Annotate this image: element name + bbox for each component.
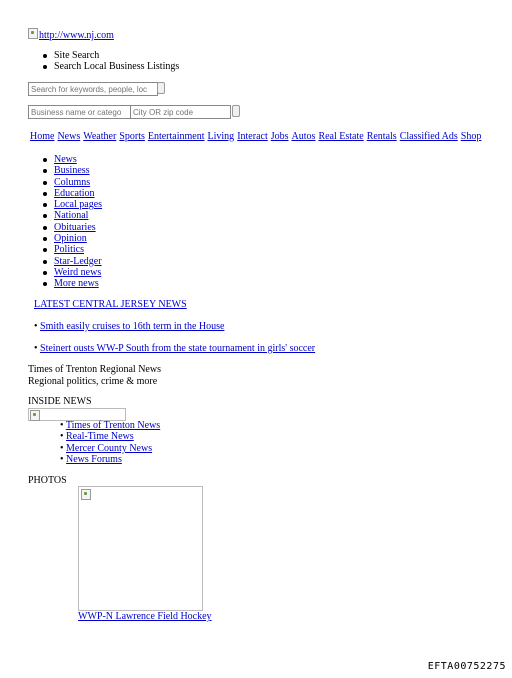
news-menu-item[interactable]: National — [54, 210, 89, 222]
latest-news-link[interactable]: Smith easily cruises to 16th term in the House — [40, 321, 225, 332]
bullet: • — [60, 453, 67, 465]
nav-shop[interactable]: Shop — [460, 131, 482, 142]
bullet: • — [34, 343, 41, 354]
news-menu-item[interactable]: More news — [54, 278, 99, 290]
latest-news-heading[interactable]: LATEST CENTRAL JERSEY NEWS — [34, 299, 187, 310]
photos-heading: PHOTOS — [28, 475, 67, 486]
city-zip-input[interactable] — [130, 105, 231, 119]
news-menu-item[interactable]: Obituaries — [54, 221, 96, 233]
latest-news-item — [34, 321, 224, 332]
photo-image[interactable] — [78, 486, 203, 611]
broken-image-icon — [28, 28, 38, 39]
latest-news-link[interactable]: Steinert ousts WW-P South from the state tournament in girls' soccer — [40, 343, 316, 354]
logo-alt-text: http://www.nj.com — [39, 30, 114, 41]
latest-news-item — [34, 343, 315, 354]
news-menu — [40, 154, 102, 290]
nav-autos[interactable]: Autos — [291, 131, 316, 142]
regional-title: Times of Trenton Regional News — [28, 364, 161, 375]
inside-news-links — [60, 420, 160, 465]
regional-subtitle: Regional politics, crime & more — [28, 375, 158, 387]
nav-jobs[interactable]: Jobs — [270, 131, 289, 142]
news-menu-item[interactable]: News — [54, 154, 77, 165]
news-menu-item[interactable]: Opinion — [54, 233, 87, 245]
inside-news-link[interactable]: Times of Trenton News — [65, 420, 161, 431]
regional-section — [28, 364, 161, 387]
bullet: • — [34, 321, 41, 332]
nav-home[interactable]: Home — [30, 131, 55, 142]
search-menu — [40, 50, 179, 73]
inside-news-link[interactable]: Real-Time News — [66, 431, 134, 443]
document-id: EFTA00752275 — [427, 661, 506, 672]
news-menu-item[interactable]: Local pages — [54, 199, 103, 211]
news-menu-item[interactable]: Star-Ledger — [54, 255, 102, 267]
bullet: • — [60, 442, 67, 454]
broken-image-icon — [30, 410, 40, 421]
inside-news-link[interactable]: Mercer County News — [66, 442, 153, 454]
search-menu-business-listings[interactable]: Search Local Business Listings — [40, 61, 179, 72]
news-menu-item[interactable]: Weird news — [54, 266, 102, 278]
nav-rentals[interactable]: Rentals — [366, 131, 397, 142]
nav-weather[interactable]: Weather — [83, 131, 117, 142]
nav-sports[interactable]: Sports — [119, 131, 145, 142]
inside-news-heading: INSIDE NEWS — [28, 396, 92, 407]
main-nav — [30, 131, 484, 142]
inside-news-link[interactable]: News Forums — [66, 453, 122, 465]
nav-entertainment[interactable]: Entertainment — [147, 131, 205, 142]
news-menu-item[interactable]: Business — [54, 165, 90, 177]
keyword-search-input[interactable] — [28, 82, 158, 96]
keyword-search-button[interactable] — [157, 82, 165, 94]
nav-classified-ads[interactable]: Classified Ads — [399, 131, 458, 142]
news-menu-item[interactable]: Columns — [54, 176, 91, 188]
business-search-button[interactable] — [232, 105, 240, 117]
broken-image-icon — [81, 489, 91, 500]
bullet: • — [60, 431, 67, 443]
business-name-input[interactable] — [28, 105, 132, 119]
site-logo-link[interactable] — [28, 28, 114, 41]
search-menu-site-search[interactable]: Site Search — [40, 50, 179, 61]
photo-caption-link[interactable]: WWP-N Lawrence Field Hockey — [78, 611, 212, 622]
bullet: • — [60, 420, 66, 431]
nav-living[interactable]: Living — [207, 131, 235, 142]
news-menu-item[interactable]: Politics — [54, 244, 85, 256]
nav-interact[interactable]: Interact — [237, 131, 268, 142]
news-menu-item[interactable]: Education — [54, 187, 95, 199]
nav-news[interactable]: News — [57, 131, 81, 142]
nav-real-estate[interactable]: Real Estate — [318, 131, 364, 142]
